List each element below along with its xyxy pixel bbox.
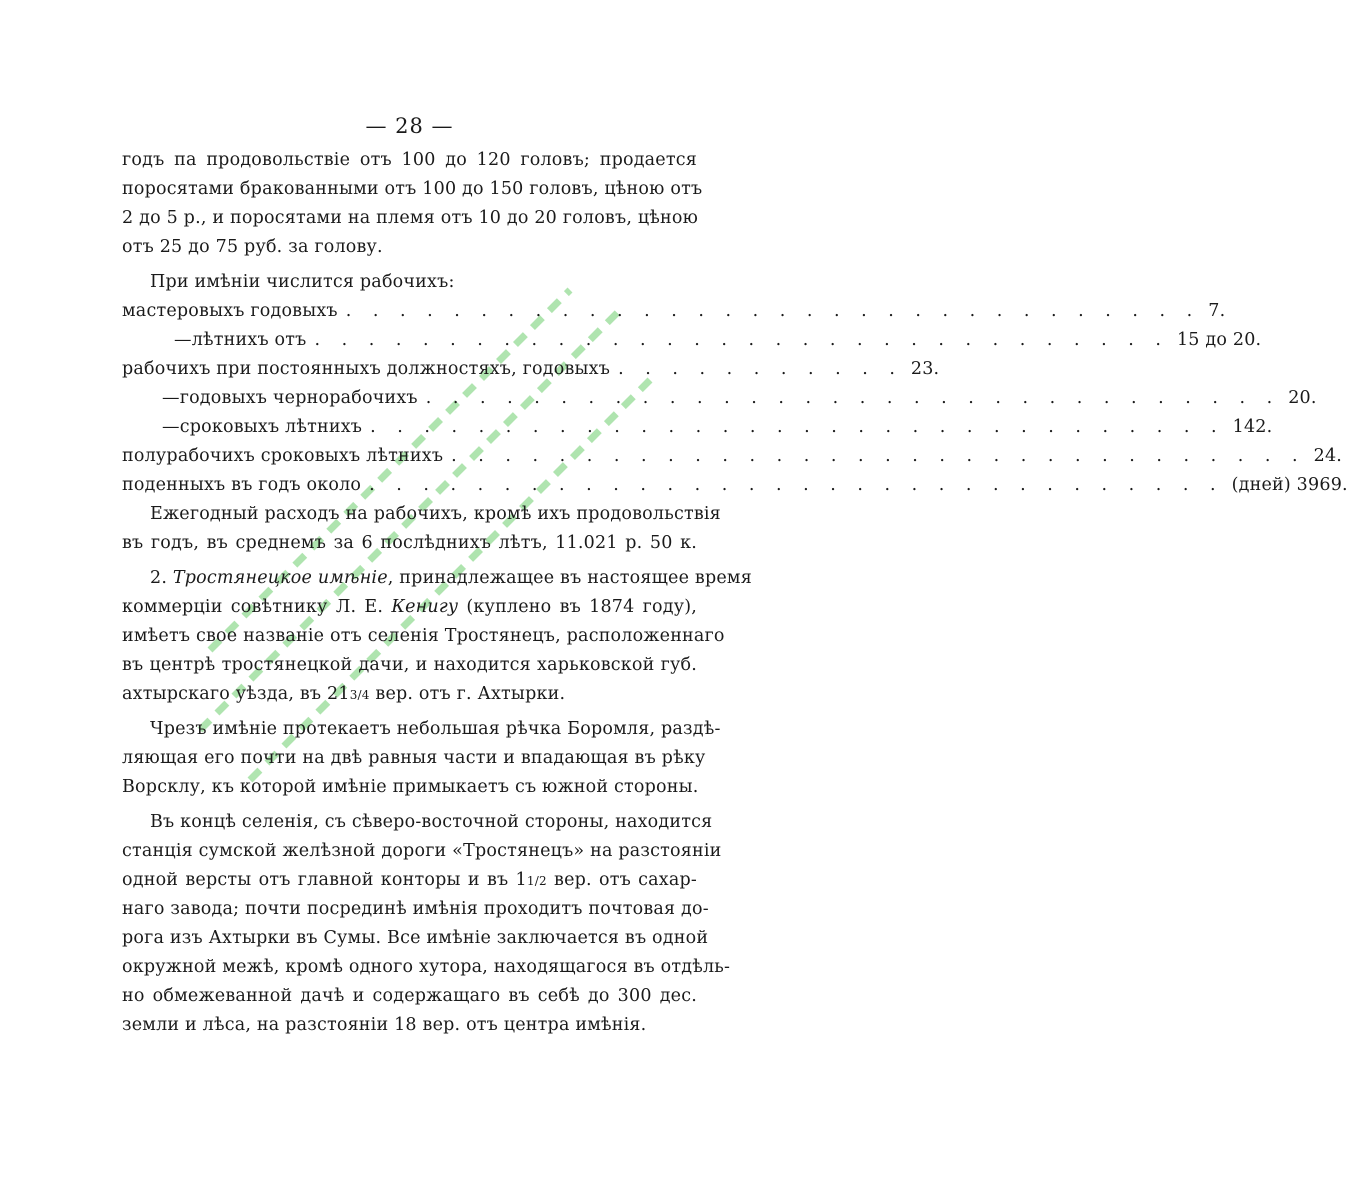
workers-row bbox=[122, 413, 1273, 442]
text-fragment: ахтырскаго уѣзда, въ 21 bbox=[122, 684, 350, 704]
text-fragment: одной версты отъ главной конторы и въ 1 bbox=[122, 870, 527, 890]
workers-label: сроковыхъ лѣтнихъ bbox=[179, 417, 363, 437]
text-fragment: вер. отъ сахар- bbox=[546, 870, 698, 890]
fraction: 1/2 bbox=[526, 874, 547, 888]
workers-count: 142. bbox=[1232, 417, 1273, 437]
dot-leader: . . . . . . . . . . . . . . . . . . . . . . . . . . . . . . . . bbox=[345, 301, 1201, 321]
text-line: но обмежеванной дачѣ и содержащаго въ себѣ до 300 дес. bbox=[122, 986, 697, 1006]
workers-count: (дней) 3969. bbox=[1231, 475, 1348, 495]
ditto-dash: — bbox=[162, 388, 180, 408]
paragraph-pigs bbox=[122, 146, 703, 262]
paragraph-river bbox=[122, 715, 721, 802]
ditto-dash: — bbox=[162, 417, 180, 437]
workers-label: лѣтнихъ отъ bbox=[191, 330, 307, 350]
text-line bbox=[122, 866, 697, 895]
text-fragment: (куплено въ 1874 году), bbox=[458, 597, 697, 617]
page-content bbox=[122, 108, 1348, 1040]
text-fragment: вер. отъ г. Ахтырки. bbox=[369, 684, 566, 704]
workers-row bbox=[122, 297, 1226, 326]
paragraph-expense bbox=[122, 500, 721, 558]
workers-label: полурабочихъ сроковыхъ лѣтнихъ bbox=[122, 446, 444, 466]
text-line: имѣетъ свое названіе отъ селенія Тростянецъ, расположеннаго bbox=[122, 626, 725, 646]
text-line: Ежегодный расходъ на рабочихъ, кромѣ ихъ продовольствія bbox=[150, 504, 721, 524]
workers-count: 15 до 20. bbox=[1176, 330, 1262, 350]
workers-row bbox=[122, 442, 1343, 471]
text-line: отъ 25 до 75 руб. за голову. bbox=[122, 237, 383, 257]
ditto-dash: — bbox=[174, 330, 192, 350]
text-fragment: коммерціи совѣтнику Л. Е. bbox=[122, 597, 392, 617]
page-number: — 28 — bbox=[365, 114, 454, 138]
workers-count: 7. bbox=[1208, 301, 1226, 321]
workers-label: рабочихъ при постоянныхъ должностяхъ, годовыхъ bbox=[122, 359, 611, 379]
text-line: 2 до 5 р., и поросятами на племя отъ 10 до 20 головъ, цѣною bbox=[122, 208, 699, 228]
text-line: окружной межѣ, кромѣ одного хутора, находящагося въ отдѣль- bbox=[122, 957, 731, 977]
dot-leader: . . . . . . . . . . . . . . . . . . . . . . . . . . . . . . . . bbox=[451, 446, 1306, 466]
estate-name: Тростянецкое имѣніе bbox=[172, 568, 388, 588]
dot-leader: . . . . . . . . . . . . . . . . . . . . . . . . . . . . . . . . bbox=[314, 330, 1169, 350]
workers-count: 23. bbox=[910, 359, 940, 379]
workers-list bbox=[122, 297, 1348, 500]
text-line: наго завода; почти посрединѣ имѣнія проходитъ почтовая до- bbox=[122, 899, 709, 919]
workers-label: годовыхъ чернорабочихъ bbox=[179, 388, 418, 408]
owner-name: Кенигу bbox=[391, 597, 459, 617]
section-number: 2. bbox=[150, 568, 168, 588]
text-fragment: , принадлежащее въ настоящее время bbox=[387, 568, 752, 588]
workers-row bbox=[122, 326, 1262, 355]
text-line: поросятами бракованными отъ 100 до 150 головъ, цѣною отъ bbox=[122, 179, 703, 199]
text-line: станція сумской желѣзной дороги «Тростянецъ» на разстояніи bbox=[122, 841, 722, 861]
paragraph-estate bbox=[122, 564, 752, 709]
text-line: земли и лѣса, на разстояніи 18 вер. отъ центра имѣнія. bbox=[122, 1015, 647, 1035]
workers-label: мастеровыхъ годовыхъ bbox=[122, 301, 338, 321]
text-line bbox=[122, 593, 697, 622]
workers-row bbox=[122, 471, 1348, 500]
workers-label: поденныхъ въ годъ около bbox=[122, 475, 362, 495]
workers-intro: При имѣніи числится рабочихъ: bbox=[150, 272, 455, 292]
text-line: Чрезъ имѣніе протекаетъ небольшая рѣчка Боромля, раздѣ- bbox=[150, 719, 721, 739]
text-line bbox=[122, 680, 697, 709]
fraction: 3/4 bbox=[349, 688, 370, 702]
workers-count: 20. bbox=[1288, 388, 1317, 408]
paragraph-station bbox=[122, 808, 731, 1040]
dot-leader: . . . . . . . . . . . bbox=[618, 359, 903, 379]
workers-row bbox=[122, 355, 940, 384]
workers-row bbox=[122, 384, 1317, 413]
dot-leader: . . . . . . . . . . . . . . . . . . . . . . . . . . . . . . . . bbox=[425, 388, 1281, 408]
text-line: Ворсклу, къ которой имѣніе примыкаетъ съ южной стороны. bbox=[122, 777, 699, 797]
text-line: въ годъ, въ среднемъ за 6 послѣднихъ лѣтъ, 11.021 р. 50 к. bbox=[122, 533, 697, 553]
text-line: ляющая его почти на двѣ равныя части и впадающая въ рѣку bbox=[122, 748, 706, 768]
text-line bbox=[122, 564, 752, 593]
text-line: годъ па продовольствіе отъ 100 до 120 головъ; продается bbox=[122, 150, 697, 170]
text-line: въ центрѣ тростянецкой дачи, и находится харьковской губ. bbox=[122, 655, 697, 675]
text-line: рога изъ Ахтырки въ Сумы. Все имѣніе заключается въ одной bbox=[122, 928, 709, 948]
dot-leader: . . . . . . . . . . . . . . . . . . . . . . . . . . . . . . . . bbox=[370, 417, 1225, 437]
workers-count: 24. bbox=[1313, 446, 1343, 466]
dot-leader: . . . . . . . . . . . . . . . . . . . . . . . . . . . . . . . . bbox=[369, 475, 1224, 495]
text-line: Въ концѣ селенія, съ сѣверо-восточной стороны, находится bbox=[150, 812, 713, 832]
